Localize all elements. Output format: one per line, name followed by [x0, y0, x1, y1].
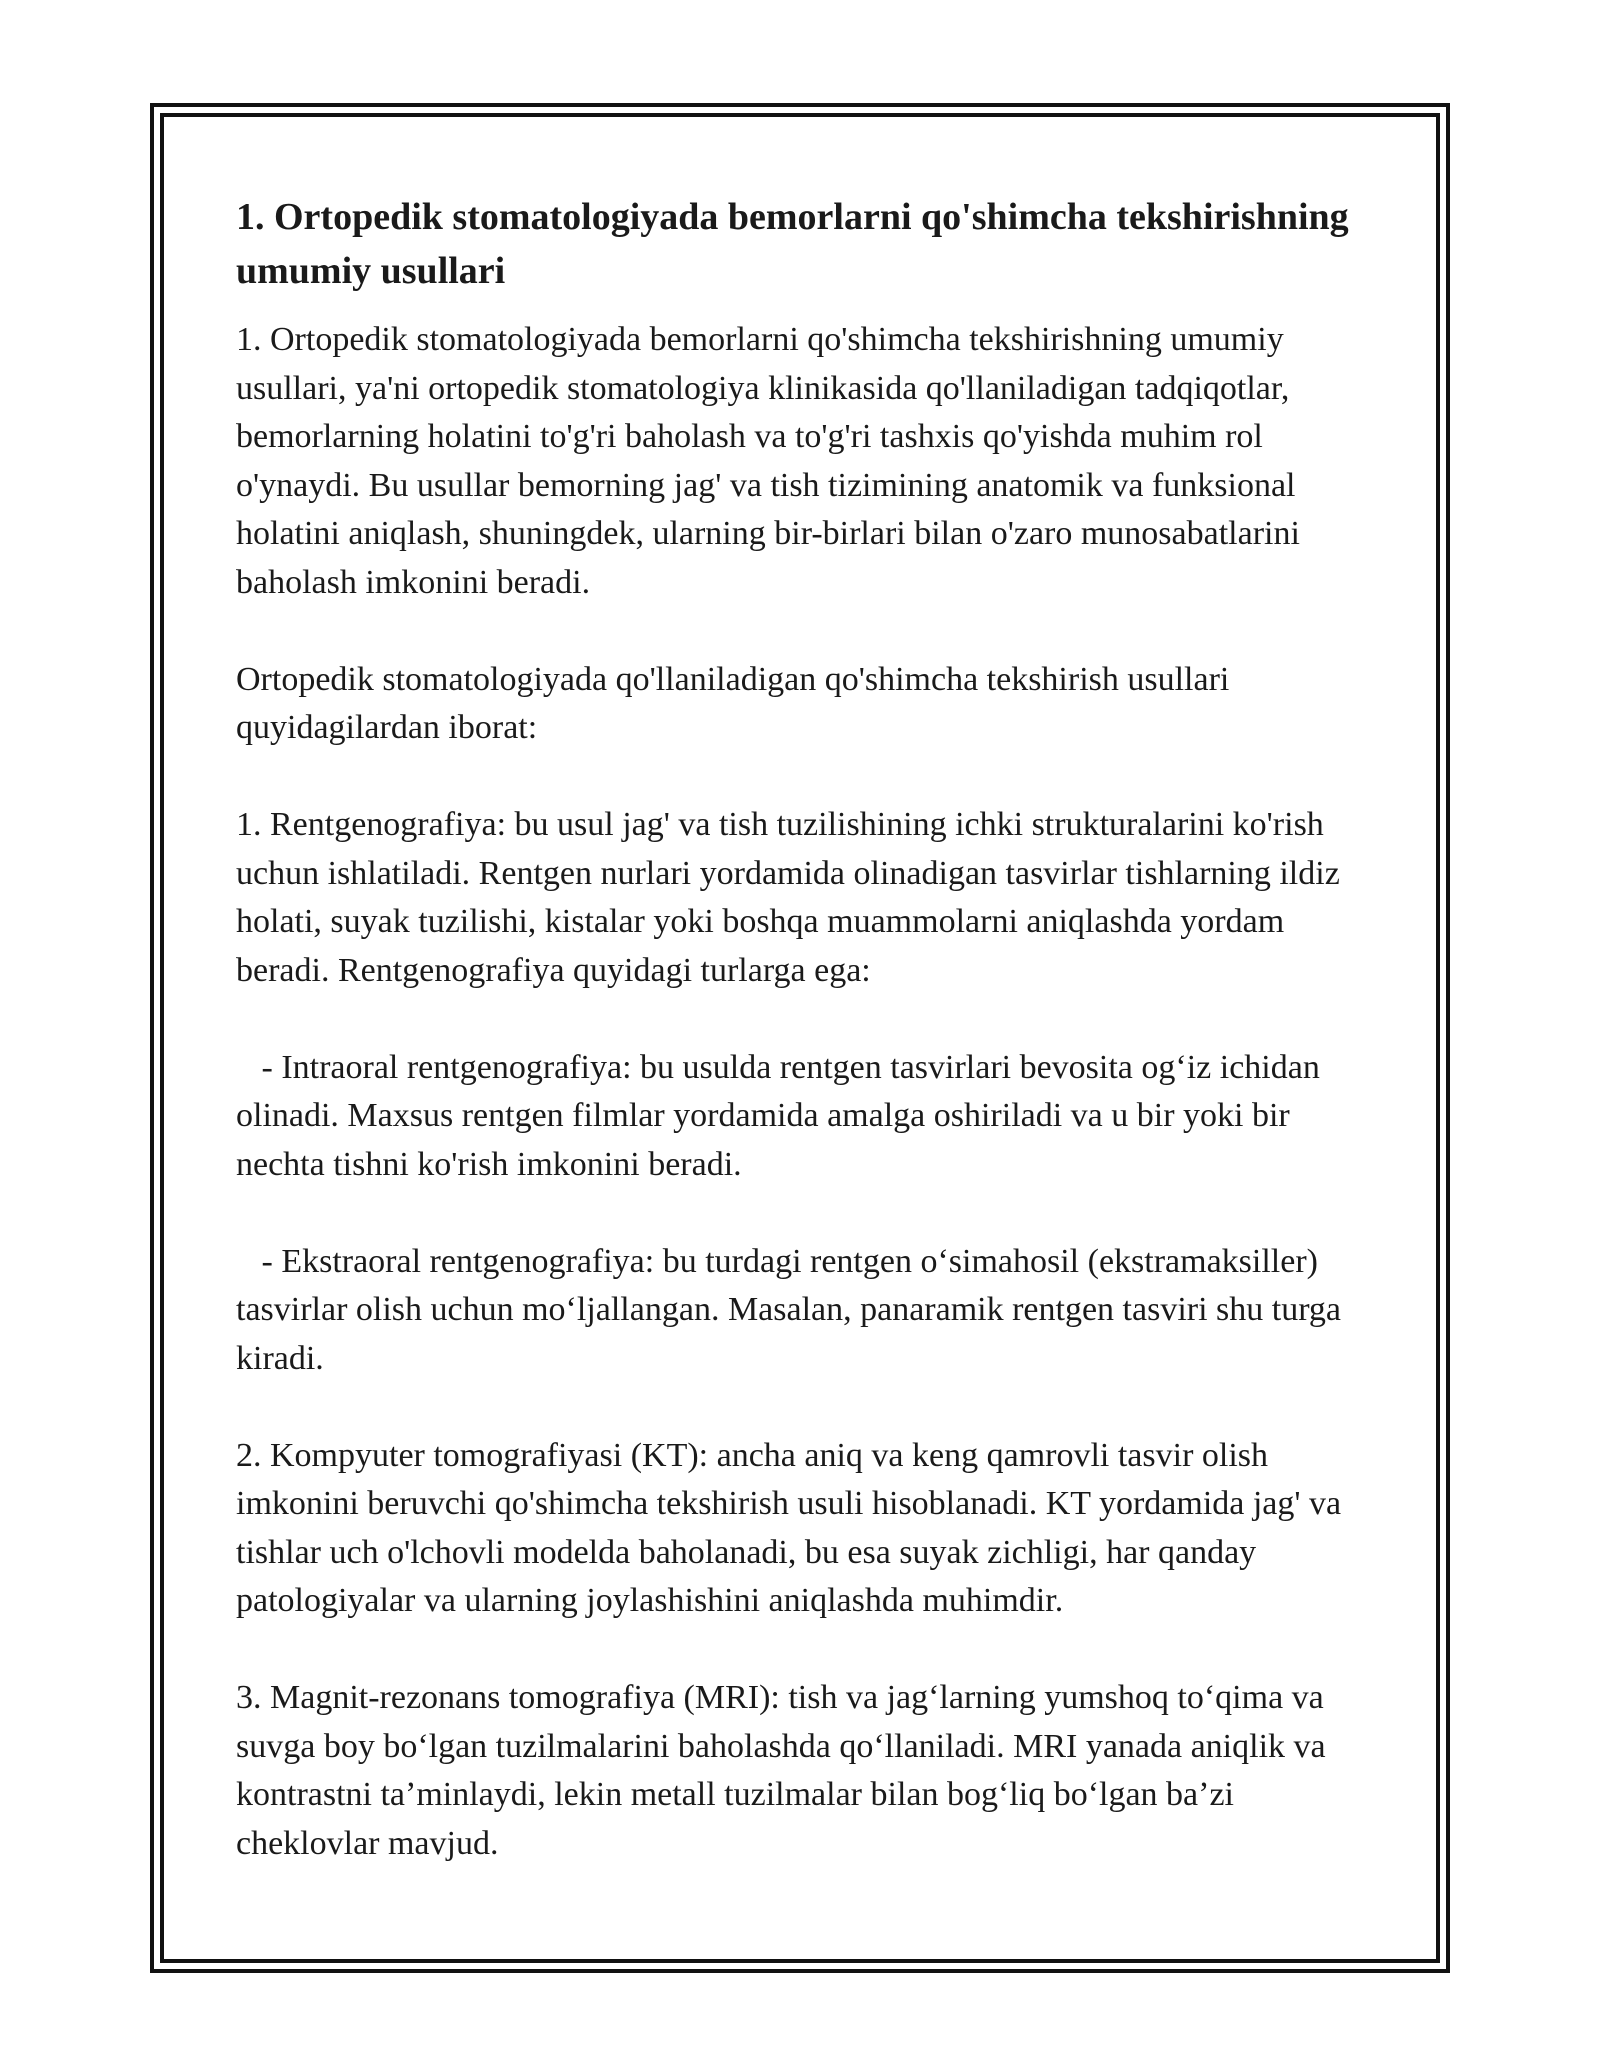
- paragraph-methods-list-intro: Ortopedik stomatologiyada qo'llaniladigan qo'shimcha tekshirish usullari quyidagilardan iborat:: [236, 660, 1238, 746]
- paragraph-kompyuter-tomografiya: 2. Kompyuter tomografiyasi (KT): ancha aniq va keng qamrovli tasvir olish imkonini beruvchi qo'shimcha tekshirish usuli hisoblanadi. KT yordamida jag' va tishlar uch o'lchovli modelda baholanadi, bu esa suyak zichligi, har qanday patologiyalar va ularning joylashishini aniqlashda muhimdir.: [236, 1436, 1350, 1619]
- paragraph-intraoral: - Intraoral rentgenografiya: bu usulda rentgen tasvirlari bevosita ogʻiz ichidan olinadi. Maxsus rentgen filmlar yordamida amalga oshiriladi va u bir yoki bir nechta tishni ko'rish imkonini beradi.: [236, 1048, 1329, 1183]
- paragraph-rentgenografiya: 1. Rentgenografiya: bu usul jag' va tish tuzilishining ichki strukturalarini ko'rish uchun ishlatiladi. Rentgen nurlari yordamida olinadigan tasvirlar tishlarning ildiz holati, suyak tuzilishi, kistalar yoki boshqa muammolarni aniqlashda yordam beradi. Rentgenografiya quyidagi turlarga ega:: [236, 806, 1349, 989]
- document-title: 1. Ortopedik stomatologiyada bemorlarni qo'shimcha tekshirishning umumiy usullari: [236, 196, 1349, 292]
- paragraph-mri: 3. Magnit-rezonans tomografiya (MRI): tish va jagʻlarning yumshoq toʻqima va suvga boy boʻlgan tuzilmalarini baholashda qoʻllaniladi. MRI yanada aniqlik va kontrastni taʼminlaydi, lekin metall tuzilmalar bilan bogʻliq boʻlgan baʼzi cheklovlar mavjud.: [236, 1679, 1335, 1862]
- paragraph-ekstraoral: - Ekstraoral rentgenografiya: bu turdagi rentgen oʻsimahosil (ekstramaksiller) tasvirlar olish uchun moʻljallangan. Masalan, panaramik rentgen tasviri shu turga kiradi.: [236, 1242, 1350, 1377]
- document-body: [236, 190, 1382, 1868]
- paragraph-intro: 1. Ortopedik stomatologiyada bemorlarni qo'shimcha tekshirishning umumiy usullari, ya'ni ortopedik stomatologiya klinikasida qo'llaniladigan tadqiqotlar, bemorlarning holatini to'g'ri baholash va to'g'ri tashxis qo'yishda muhim rol o'ynaydi. Bu usullar bemorning jag' va tish tizimining anatomik va funksional holatini aniqlash, shuningdek, ularning bir-birlari bilan o'zaro munosabatlarini baholash imkonini beradi.: [236, 321, 1309, 601]
